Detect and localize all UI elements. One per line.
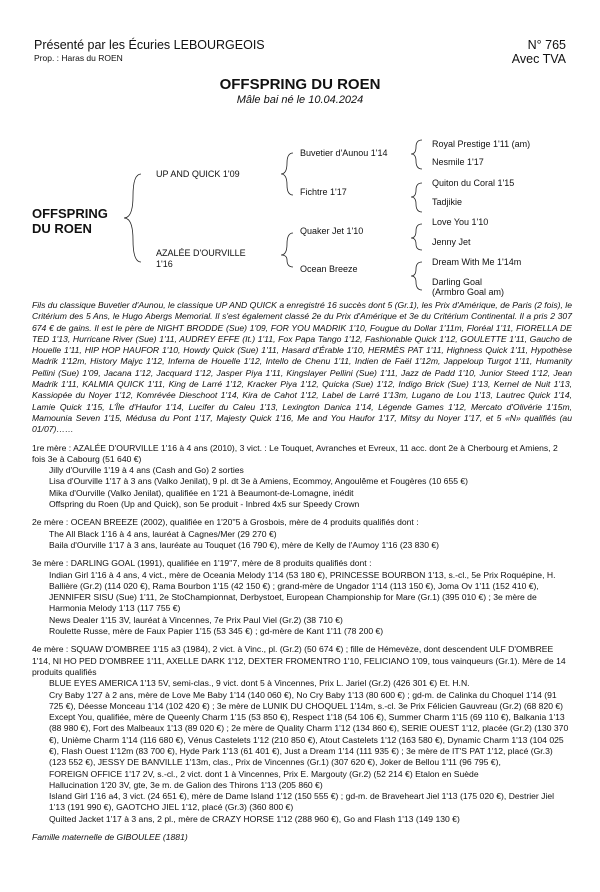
g3-ancestor: (Armbro Goal am) — [432, 287, 505, 297]
produce-line: Except You, qualifiée, mère de Queenly Charm 1'15 (53 850 €), Respect 1'18 (54 106 €), Summer Charm 1'15 (69 110 €), Balkania 1'13 (88 980 €), Fort des Malbeaux 1'13 (89 020 €) ; 2e mère de Quality Charm 1'12 (134 860 €), SERIE OUEST 1'12, placée (Gr.2) (130 370 €), Unième Charm 1'14 (116 680 €), Vénus Castelets 1'12 (210 850 €), Atout Castelets 1'12 (163 580 €), Dynamic Charm 1'13 (104 025 €), Flash Ouest 1'12m (83 700 €), Hyde Park 1'13 (61 401 €), Just a Dream 1'14 (111 935 €) ; 3e mère de IT'S PAT 1'12, placé (Gr.3) (123 552 €), JESSY DE BANVILLE 1'13m, clas., Prix de Vincennes (Gr.1) (307 620 €), Joker de Bellou 1'11 (96 795 €), — [49, 712, 569, 768]
g3-ancestor: Tadjikie — [432, 197, 463, 207]
second-dam-heading: 2e mère : OCEAN BREEZE (2002), qualifiée en 1'20''5 à Grosbois, mère de 4 produits qualifiés dont : — [32, 517, 419, 528]
subject-line-1: OFFSPRING — [32, 206, 108, 221]
sire-dam: Fichtre 1'17 — [300, 187, 347, 197]
produce-line: Mika d'Ourville (Valko Jenilat), qualifiée en 1'21 à Beaumont-de-Lomagne, inédit — [49, 487, 354, 498]
produce-line: News Dealer 1'15 3V, lauréat à Vincennes, 7e Prix Paul Viel (Gr.2) (38 710 €) — [49, 614, 343, 625]
page-body — [32, 300, 572, 843]
produce-line: Lisa d'Ourville 1'17 à 3 ans (Valko Jenilat), 9 pl. dt 3e à Amiens, Ecommoy, Angoulême et Fougères (10 655 €) — [49, 476, 469, 487]
third-dam-section — [32, 558, 572, 637]
produce-line: Island Girl 1'16 a4, 3 vict. (24 651 €), mère de Dame Island 1'12 (150 555 €) ; gd-m. de Braveheart Jiel 1'13 (175 020 €), Destrier Jiel 1'13 (191 990 €), GAOTCHO JIEL 1'12, placé (Gr.3) (360 800 €) — [49, 791, 555, 813]
pedigree-subject — [32, 206, 108, 236]
header-left — [34, 38, 265, 63]
g3-ancestor: Love You 1'10 — [432, 217, 489, 227]
sire-sire: Buvetier d'Aunou 1'14 — [300, 148, 388, 158]
subject-line-2: DU ROEN — [32, 221, 92, 236]
produce-line: Offspring du Roen (Up and Quick), son 5e produit - Inbred 4x5 sur Speedy Crown — [49, 499, 360, 510]
horse-title: OFFSPRING DU ROEN — [219, 76, 381, 93]
g3-ancestor: Royal Prestige 1'11 (am) — [432, 139, 531, 149]
produce-line: FOREIGN OFFICE 1'17 2V, s.-cl., 2 vict. dont 1 à Vincennes, Prix E. Margouty (Gr.2) (52 214 €) Etalon en Suède — [49, 768, 479, 779]
produce-line: Quilted Jacket 1'17 à 3 ans, 2 pl., mère de CRAZY HORSE 1'12 (288 960 €), Go and Flash 1'13 (149 130 €) — [49, 813, 460, 824]
g3-ancestor: Quiton du Coral 1'15 — [432, 178, 515, 188]
g3-ancestor: Darling Goal — [432, 277, 483, 287]
third-dam-heading: 3e mère : DARLING GOAL (1991), qualifiée en 1'19''7, mère de 8 produits qualifiés dont : — [32, 558, 372, 569]
produce-line: Cry Baby 1'27 à 2 ans, mère de Love Me Baby 1'14 (140 060 €), No Cry Baby 1'13 (80 600 €) ; gd-m. de Calinka du Choquel 1'14 (91 725 €), Déesse Monceau 1'14 (102 420 €) ; 3e mère de LUNIK DU CHOQUEL 1'14m, s.-cl. 3e Prix Félicien Gauvreau (Gr.2) (68 820 €) — [49, 689, 564, 711]
lot-number: N° 765 — [527, 38, 566, 52]
produce-line: Hallucination 1'20 3V, gte, 3e m. de Galion des Thirons 1'13 (205 860 €) — [49, 779, 323, 790]
produce-line: BLUE EYES AMERICA 1'13 5V, semi-clas., 9 vict. dont 5 à Vincennes, Prix L. Jariel (Gr.2) (426 301 €) Et. H.N. — [49, 678, 470, 689]
g3-ancestor: Dream With Me 1'14m — [432, 257, 522, 267]
produce-line: The All Black 1'16 à 4 ans, lauréat à Cagnes/Mer (29 270 €) — [49, 528, 277, 539]
header-right — [512, 38, 566, 66]
dam-dam: Ocean Breeze — [300, 264, 358, 274]
sire-intro: Fils du classique Buvetier d'Aunou, le classique UP AND QUICK a enregistré 16 succès dont 5 (Gr.1), les Prix d'Amérique, de Paris (2 fois), le Critérium des 5 Ans, le Hugo Abergs Memorial. Il s'est également classé 2e du Prix d'Amérique et 3e du Critérium Continental. Il a pris 2 307 674 € de gains. Il est le père de NIGHT BRODDE (Sue) 1'09, FOR YOU MADRIK 1'10, Fougue du Dollar 1'11m, Floréal 1'11, FIORELLA DE TED 1'13, Hurricane River (Sue) 1'11, AUDREY EFFE (It.) 1'11, Fox Papa Tango 1'12, Fashionable Quick 1'12, GOULETTE 1'11, Gaucho de Houelle 1'11, HIP HOP HAUFOR 1'10, Howdy Quick (Sue) 1'11, Hasard d'Érable 1'10, HERMÈS PAT 1'11, Highness Quick 1'11, Hypothèse Madrik 1'12m, History Majyc 1'12, Inferna de Houelle 1'12, Intello de Chenu 1'11, Indien de Faël 1'12m, Jappeloup Turgot 1'11, Humanity Pellini (Sue) 1'09, Jacana 1'12, Jacquard 1'12, Jasper Piya 1'11, Kingslayer Pellini (Sue) 1'11, Jazz de Padd 1'10, Junior Steed 1'12, Jean Madrik 1'11, KALMIA QUICK 1'11, King de Larré 1'12, Kracker Piya 1'12, Quicka (Sue) 1'12, Indigo Brick (Sue) 1'13, Kernel de Nuit 1'13, Kassiopée du Noyer 1'12, Komrévée Dieschoot 1'14, Kira de Cahot 1'12, Label de Larré 1'13m, Lugano de Lou 1'13, Lautrec Quick 1'14, Lamie Quick 1'15, L'Île d'Haufor 1'14, Lucifer du Caleu 1'13, Lexington Danica 1'14, Légende Games 1'12, Mercato d'Olivérie 1'15m, Mamounia Seven 1'15, Médusa du Pont 1'17, Majesty Quick 1'16, Me and You Haufor 1'17, Mitsy du Noyer 1'17, et 5 «N» qualifiés (au 01/07)…… — [32, 300, 572, 435]
pedigree-table — [0, 130, 600, 298]
produce-line: Baila d'Ourville 1'17 à 3 ans, lauréate au Touquet (16 790 €), mère de Kelly de l'Aumoy 1'16 (23 830 €) — [49, 539, 440, 550]
fourth-dam-heading: 4e mère : SQUAW D'OMBREE 1'15 a3 (1984), 2 vict. à Vinc., pl. (Gr.2) (50 674 €) ; fille de Hémevèze, dont descendent ULF D'OMBREE 1'14, NI HO PED D'OMBREE 1'11, AXELLE DARK 1'12, DEXTER FROMENTRO 1'10, FELICIANO 1'09, tous vainqueurs (Gr.1). Mère de 14 produits qualifiés — [32, 644, 566, 677]
vat-status: Avec TVA — [511, 52, 566, 66]
g3-ancestor: Jenny Jet — [432, 237, 471, 247]
dam-line-1: AZALÉE D'OURVILLE — [156, 248, 246, 258]
fourth-dam-section — [32, 644, 572, 825]
produce-line: Indian Girl 1'16 à 4 ans, 4 vict., mère de Oceania Melody 1'14 (53 180 €), PRINCESSE BOURBON 1'13, s.-cl., 5e Prix Roquépine, H. Ballière (Gr.2) (114 020 €), Rama Bourbon 1'15 (42 150 €) ; grand-mère de Ungador 1'14 (113 150 €), Joma Ov 1'11 (152 410 €), JENNIFER SISU (Sue) 1'11, 2e StoChampionnat, Derbystoet, European Championship for Mare (Gr.1) (395 010 €) ; 3e mère de Harmonia Melody 1'13 (117 755 €) — [49, 569, 556, 614]
second-dam-section — [32, 517, 572, 551]
first-dam-heading: 1re mère : AZALÉE D'OURVILLE 1'16 à 4 ans (2010), 3 vict. : Le Touquet, Avranches et Evreux, 11 acc. dont 2e à Cherbourg et Amiens, 2 fois 3e à Cabourg (51 640 €) — [32, 442, 558, 464]
produce-line: Roulette Russe, mère de Faux Papier 1'15 (53 345 €) ; gd-mère de Kant 1'11 (78 200 €) — [49, 626, 384, 637]
dam-sire: Quaker Jet 1'10 — [300, 226, 364, 236]
sire: UP AND QUICK 1'09 — [156, 169, 240, 179]
produce-line: Jilly d'Ourville 1'19 à 4 ans (Cash and Go) 2 sorties — [49, 465, 244, 476]
presenter: Présenté par les Écuries LEBOURGEOIS — [34, 38, 265, 52]
owner: Prop. : Haras du ROEN — [34, 53, 123, 63]
horse-details: Mâle bai né le 10.04.2024 — [236, 94, 364, 106]
g3-ancestor: Nesmile 1'17 — [432, 157, 484, 167]
dam-line-2: 1'16 — [156, 259, 173, 269]
maternal-family: Famille maternelle de GIBOULEE (1881) — [32, 832, 188, 843]
first-dam-section — [32, 443, 572, 511]
